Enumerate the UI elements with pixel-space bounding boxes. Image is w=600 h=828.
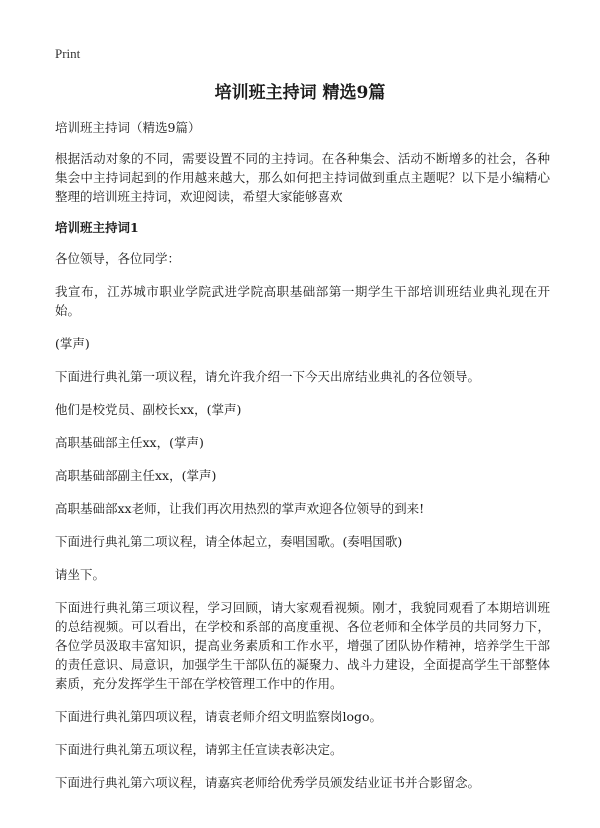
paragraph: 高职基础部xx老师，让我们再次用热烈的掌声欢迎各位领导的到来! xyxy=(55,501,425,516)
intro-paragraph: 根据活动对象的不同，需要设置不同的主持词。在各种集会、活动不断增多的社会，各种集会中主持词起到的作用越来越大，那么如何把主持词做到重点主题呢？以下是小编精心整理的培训班主持词，欢迎阅读，希望大家能够喜欢 xyxy=(55,151,550,204)
paragraph: 请坐下。 xyxy=(55,567,106,582)
paragraph: 高职基础部副主任xx，(掌声) xyxy=(55,468,217,483)
paragraph: 各位领导，各位同学： xyxy=(55,251,181,266)
paragraph: 下面进行典礼第四项议程，请袁老师介绍文明监察岗logo。 xyxy=(55,709,383,724)
paragraph: 下面进行典礼第五项议程，请郭主任宣读表彰决定。 xyxy=(55,742,343,757)
paragraph: 下面进行典礼第三项议程，学习回顾，请大家观看视频。刚才，我貌同观看了本期培训班的总结视频。可以看出，在学校和系部的高度重视、各位老师和全体学员的共同努力下，各位学员汲取丰富知识，提高业务素质和工作水平，增强了团队协作精神，培养学生干部的责任意识、局意识，加强学生干部队伍的凝聚力、战斗力建设，全面提高学生干部整体素质，充分发挥学生干部在学校管理工作中的作用。 xyxy=(55,600,550,691)
paragraph: 高职基础部主任xx，(掌声) xyxy=(55,435,204,450)
paragraph: 下面进行典礼第二项议程，请全体起立，奏唱国歌。(奏唱国歌) xyxy=(55,534,403,549)
paragraph: 下面进行典礼第六项议程，请嘉宾老师给优秀学员颁发结业证书并合影留念。 xyxy=(55,775,481,790)
article-body xyxy=(55,118,550,806)
paragraph: 下面进行典礼第一项议程，请允许我介绍一下今天出席结业典礼的各位领导。 xyxy=(55,369,481,384)
section-heading: 培训班主持词1 xyxy=(55,220,139,235)
paragraph: 我宣布，江苏城市职业学院武进学院高职基础部第一期学生干部培训班结业典礼现在开始。 xyxy=(55,284,550,318)
page-title: 培训班主持词 精选9篇 xyxy=(214,83,386,103)
print-link[interactable]: Print xyxy=(55,46,81,61)
paragraph: (掌声) xyxy=(55,336,90,351)
paragraph: 他们是校党员、副校长xx，(掌声) xyxy=(55,402,242,417)
article-subtitle: 培训班主持词（精选9篇） xyxy=(55,120,201,135)
